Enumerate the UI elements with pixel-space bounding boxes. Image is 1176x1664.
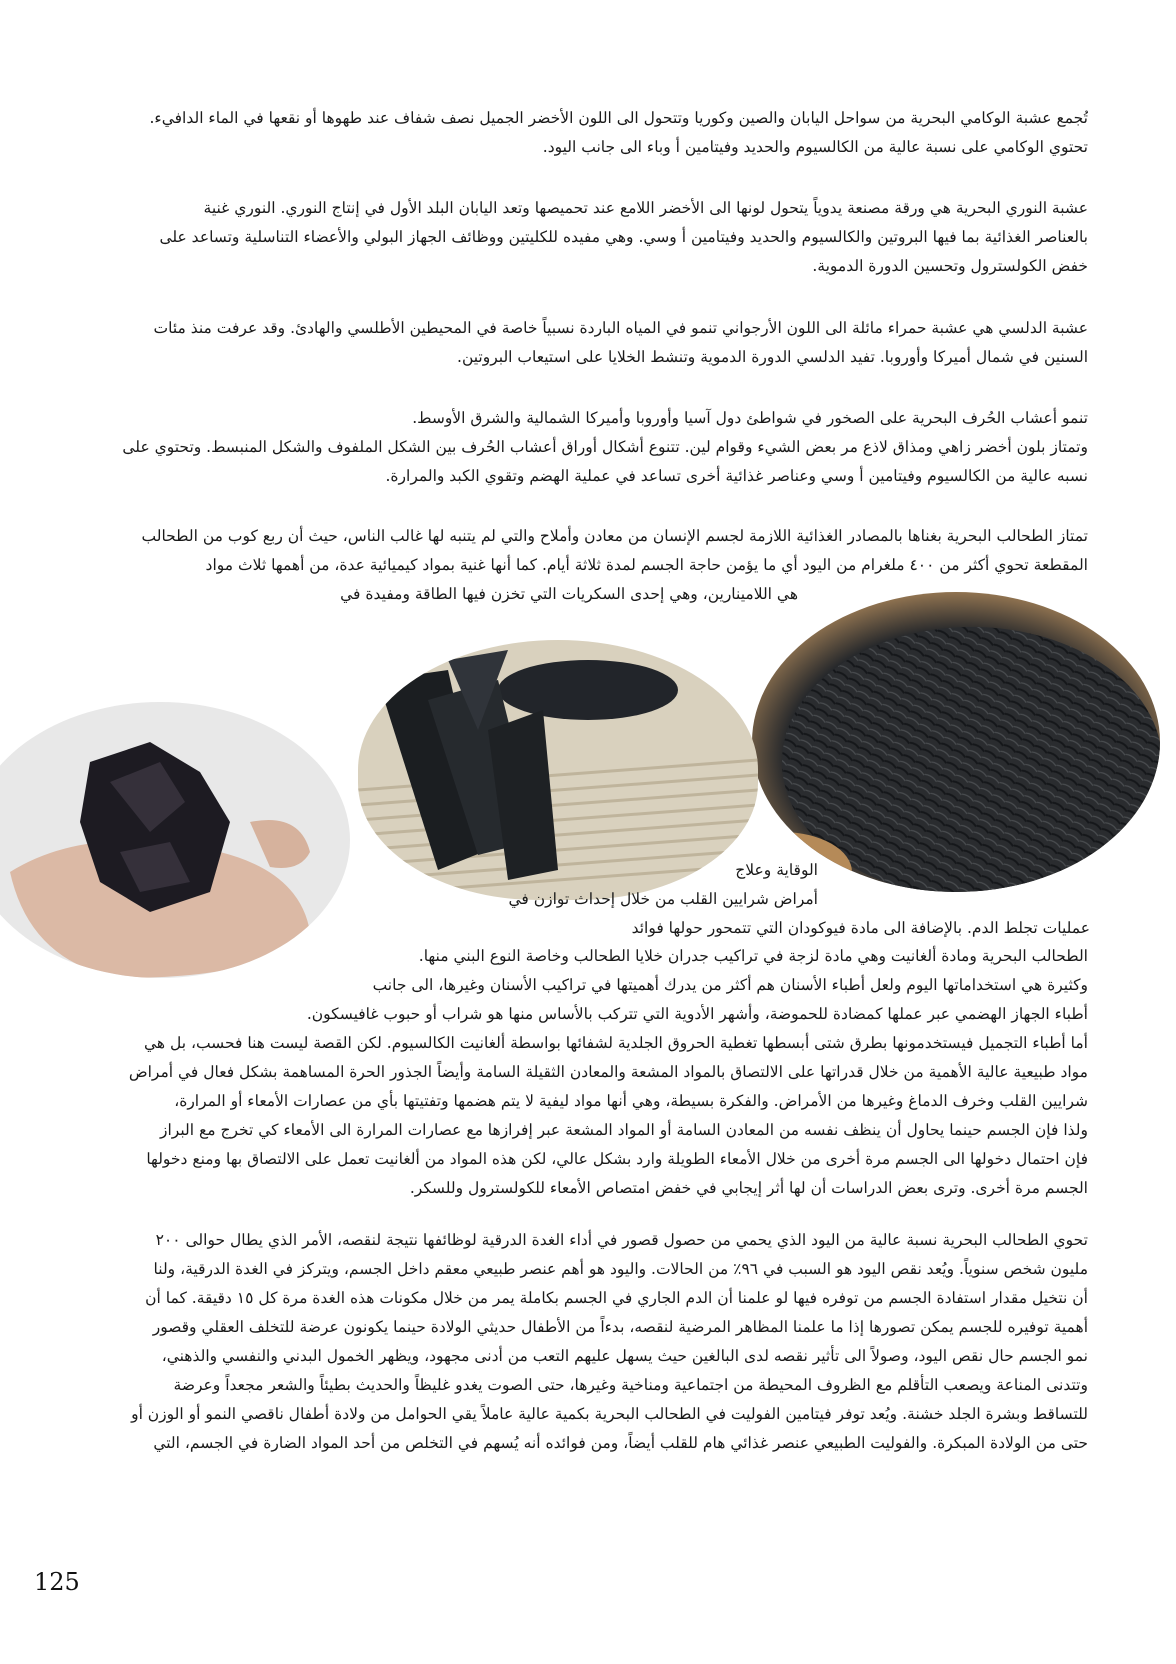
text-line: السنين في شمال أميركا وأوروبا. تفيد الدلسي الدورة الدموية وتنشط الخلايا على استيعاب البروتين.	[457, 348, 1088, 366]
page-number: 125	[34, 1568, 80, 1596]
text-line: الجسم مرة أخرى. وترى بعض الدراسات أن لها أثر إيجابي في خفض امتصاص الأمعاء للكولسترول وللسكر.	[409, 1179, 1088, 1197]
paragraph-harf	[88, 404, 1088, 491]
text-line: ولذا فإن الجسم حينما يحاول أن ينظف نفسه من المعادن السامة أو المواد المشعة عبر إفرازها مع عصارات المرارة الى الأمعاء كي تخرج مع البراز	[159, 1121, 1088, 1139]
text-line: وتتدنى المناعة ويصعب التأقلم مع الظروف المحيطة من اجتماعية ومناخية وغيرها، حتى الصوت يغدو غليظاً والحديث بطيئاً والشعر مجعداً وعرضة	[173, 1376, 1088, 1394]
text-line: هي اللامينارين، وهي إحدى السكريات التي تخزن فيها الطاقة ومفيدة في	[340, 585, 798, 603]
text-line: عمليات تجلط الدم. بالإضافة الى مادة فيوكودان التي تتمحور حولها فوائد	[631, 919, 1090, 937]
text-line: تنمو أعشاب الحُرف البحرية على الصخور في شواطئ دول آسيا وأوروبا وأميركا الشمالية والشرق الأوسط.	[412, 409, 1088, 427]
text-line: نمو الجسم حال نقص اليود، وصولاً الى تأثير نقصه لدى البالغين حيث يسهل عليهم التعب من أدنى مجهود، ويظهر الخمول البدني والنفسي والذهني،	[161, 1347, 1088, 1365]
text-line: وتمتاز بلون أخضر زاهي ومذاق لاذع مر بعض الشيء وقوام لين. تتنوع أشكال أوراق أعشاب الحُرف بين الشكل الملفوف والشكل المنبسط. وتحتوي على	[122, 438, 1088, 456]
text-line: نسبه عالية من الكالسيوم وفيتامين أ وسي وعناصر غذائية أخرى تساعد في عملية الهضم وتقوي الكبد والمرارة.	[385, 467, 1088, 485]
text-line: وكثيرة هي استخداماتها اليوم ولعل أطباء الأسنان هم أكثر من يدرك أهميتها في تراكيب الأسنان وغيرها، الى جانب	[372, 976, 1088, 994]
text-line: المقطعة تحوي أكثر من ٤٠٠ ملغرام من اليود أي ما يؤمن حاجة الجسم لمدة ثلاثة أيام. كما أنها غنية بمواد كيميائية عدة، من أهمها ثلاث مواد	[205, 556, 1088, 574]
text-line: خفض الكولسترول وتحسين الدورة الدموية.	[812, 257, 1088, 275]
text-line: تُجمع عشبة الوكامي البحرية من سواحل اليابان والصين وكوريا وتتحول الى اللون الأخضر الجميل نصف شفاف عند طهوها أو نقعها في الماء الدافيء.	[149, 109, 1088, 127]
text-line: أن نتخيل مقدار استفادة الجسم من توفره فيها لو علمنا أن الدم الجاري في الجسم بكاملة يمر من خلال مكونات هذه الغدة مرة كل ١٥ دقيقة. كما أن	[145, 1289, 1088, 1307]
text-line: حتى من الولادة المبكرة. والفوليت الطبيعي عنصر غذائي هام للقلب أيضاً، ومن فوائده أنه يُسهم في التخلص من أحد المواد الضارة في الجسم، التي	[153, 1434, 1088, 1452]
caption-text	[340, 914, 1090, 943]
paragraph-dulse	[88, 314, 1088, 372]
paragraph-nori	[88, 194, 1088, 281]
text-line: أما أطباء التجميل فيستخدمونها بطرق شتى أبسطها تغطية الحروق الجلدية لشفائها بواسطة ألغانيت الكالسيوم. لكن القصة ليست هنا فحسب، بل هي	[143, 1034, 1088, 1052]
text-line: شرايين القلب وخرف الدماغ وغيرها من الأمراض. والفكرة بسيطة، وهي أنها مواد ليفية لا يتم هضمها وتفتيتها بأي من عصارات الأمعاء أو المرارة،	[174, 1092, 1088, 1110]
text-line: الطحالب البحرية ومادة ألغانيت وهي مادة لزجة في تراكيب جدران خلايا الطحالب وخاصة النوع البني منها.	[418, 947, 1088, 965]
paragraph-wakame	[88, 104, 1088, 162]
text-line: تمتاز الطحالب البحرية بغناها بالمصادر الغذائية اللازمة لجسم الإنسان من معادن وأملاح والتي لم يتنبه لها غالب الناس، حيث أن ربع كوب من الطحالب	[141, 527, 1088, 545]
text-line: فإن احتمال دخولها الى الجسم مرة أخرى من خلال الأمعاء الطويلة وارد بشكل عالي، لكن هذه المواد من ألغانيت تعمل على الالتصاق بها ومنع دخولها	[146, 1150, 1088, 1168]
text-line: بالعناصر الغذائية بما فيها البروتين والكالسيوم والحديد وفيتامين أ وسي. وهي مفيده للكليتين ووظائف الجهاز البولي والأعضاء التناسلية وتساعد على	[159, 228, 1088, 246]
dried-seaweed-bowl-photo	[752, 592, 1160, 892]
caption-text	[348, 856, 818, 914]
text-line: عشبة الدلسي هي عشبة حمراء مائلة الى اللون الأرجواني تنمو في المياه الباردة نسبياً خاصة في المحيطين الأطلسي والهادئ. وقد عرفت منذ مئات	[153, 319, 1088, 337]
text-line: أطباء الجهاز الهضمي عبر عملها كمضادة للحموضة، وأشهر الأدوية التي تتركب بالأساس منها هو شراب أو حبوب غافيسكون.	[306, 1005, 1088, 1023]
text-line: عشبة النوري البحرية هي ورقة مصنعة يدوياً يتحول لونها الى الأخضر اللامع عند تحميصها وتعد اليابان البلد الأول في إنتاج النوري. النوري غنية	[203, 199, 1088, 217]
paragraph-iodine	[88, 1226, 1088, 1458]
text-line: أمراض شرايين القلب من خلال إحداث توازن في	[508, 890, 818, 908]
text-line: تحتوي الوكامي على نسبة عالية من الكالسيوم والحديد وفيتامين أ وباء الى جانب اليود.	[542, 138, 1088, 156]
text-line: للتساقط وبشرة الجلد خشنة. ويُعد توفر فيتامين الفوليت في الطحالب البحرية بكمية عالية عاملاً يقي الحوامل من ولادة أطفال ناقصي النمو أو الوزن أو	[131, 1405, 1088, 1423]
seaweed-in-hand-photo	[0, 702, 350, 978]
text-line: مليون شخص سنوياً. ويُعد نقص اليود هو السبب في ٩٦٪ من الحالات. واليود هو أهم عنصر طبيعي معقم داخل الجسم، ويتركز في الغدة الدرقية، ولنا	[153, 1260, 1088, 1278]
text-line: مواد طبيعية عالية الأهمية من خلال قدراتها على الالتصاق بالمواد المشعة والمعادن الثقيلة السامة وأيضاً الجذور الحرة المساهمة بشكل فعال في أمراض	[128, 1063, 1088, 1081]
text-line: تحوي الطحالب البحرية نسبة عالية من اليود الذي يحمي من حصول قصور في أداء الغدة الدرقية لوظائفها نتيجة لنقصه، الأمر الذي يطال حوالى ٢٠٠	[155, 1231, 1088, 1249]
text-line: أهمية توفيره للجسم يمكن تصورها إذا ما علمنا المظاهر المرضية لنقصه، بدءاً من الأطفال حديثي الولادة حينما يكونون عرضة للتخلف العقلي وقصور	[152, 1318, 1088, 1336]
text-line: الوقاية وعلاج	[735, 861, 818, 879]
paragraph-alginate	[88, 942, 1088, 1203]
